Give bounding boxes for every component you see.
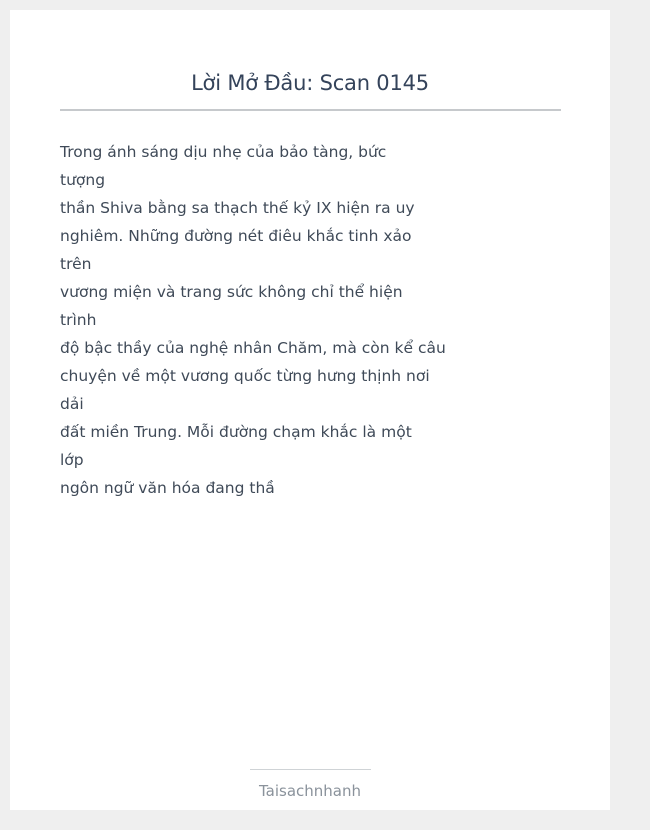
body-line: đất miền Trung. Mỗi đường chạm khắc là một xyxy=(60,423,412,441)
body-line: trên xyxy=(60,255,92,273)
page-title: Lời Mở Đầu: Scan 0145 xyxy=(191,71,429,95)
body-line: dải xyxy=(60,395,84,413)
body-line: ngôn ngữ văn hóa đang thầ xyxy=(60,479,275,497)
body-line: độ bậc thầy của nghệ nhân Chăm, mà còn kể câu xyxy=(60,339,446,357)
body-line: chuyện về một vương quốc từng hưng thịnh nơi xyxy=(60,367,430,385)
body-text xyxy=(60,138,446,502)
body-line: nghiêm. Những đường nét điêu khắc tinh xảo xyxy=(60,227,412,245)
body-line: trình xyxy=(60,311,97,329)
footer-divider xyxy=(250,769,371,770)
body-line: lớp xyxy=(60,451,84,469)
title-divider xyxy=(60,109,561,111)
body-line: tượng xyxy=(60,171,106,189)
body-line: thần Shiva bằng sa thạch thế kỷ IX hiện ra uy xyxy=(60,199,415,217)
body-line: vương miện và trang sức không chỉ thể hiện xyxy=(60,283,403,301)
document-page xyxy=(10,10,610,810)
body-line: Trong ánh sáng dịu nhẹ của bảo tàng, bức xyxy=(60,143,387,161)
footer-text: Taisachnhanh xyxy=(258,782,362,800)
